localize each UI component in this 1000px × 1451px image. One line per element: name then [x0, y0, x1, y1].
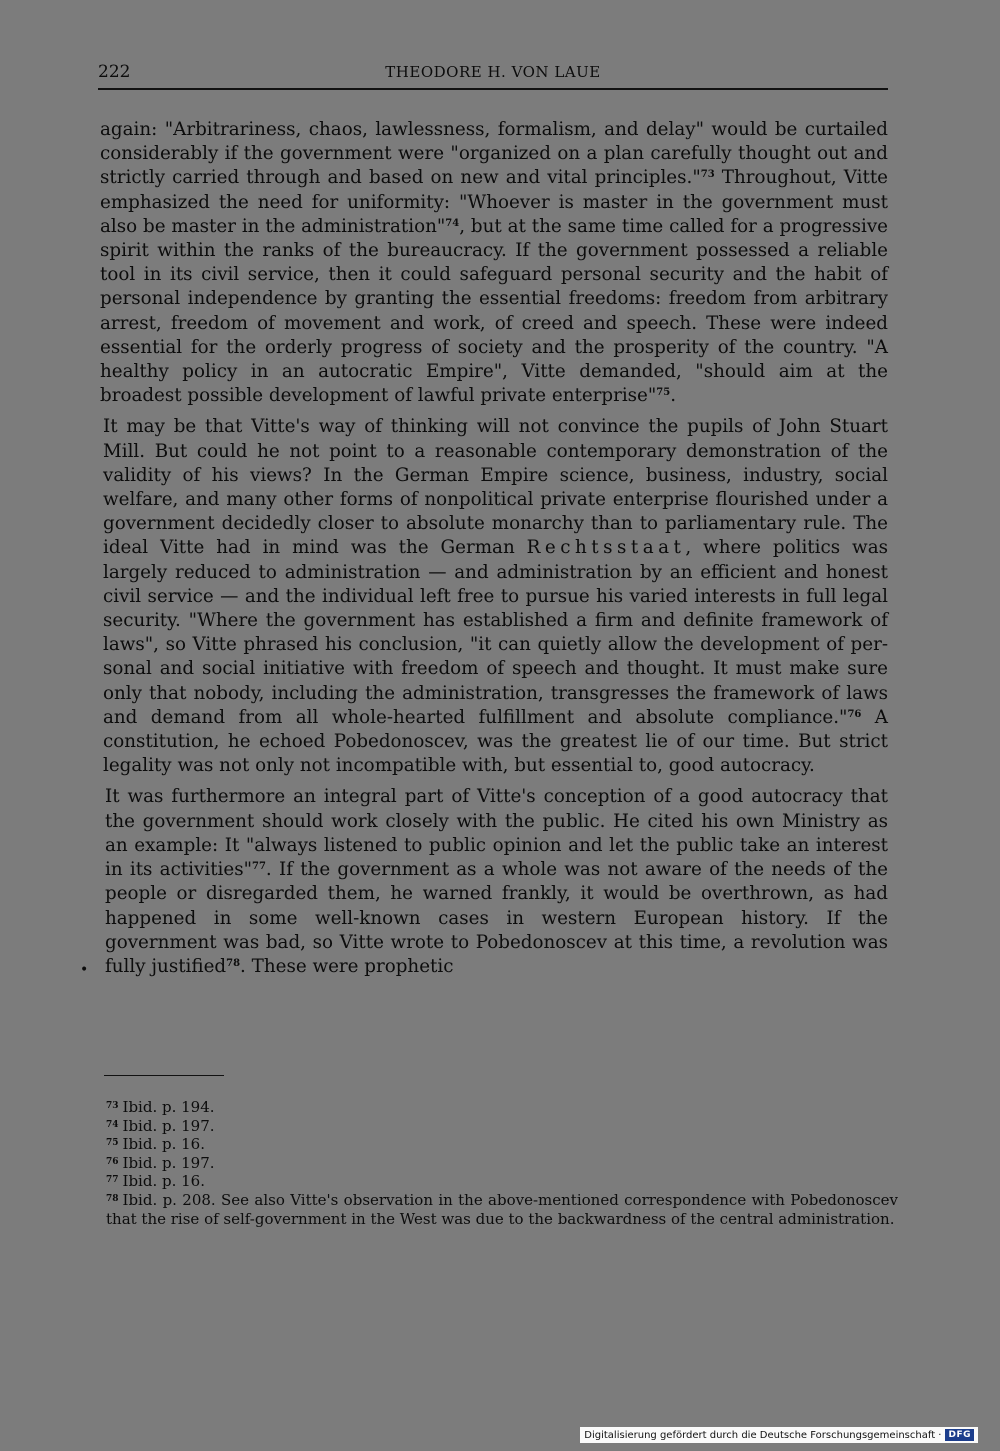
- text-run: . These were prophetic: [240, 955, 454, 977]
- footnote-text: Ibid. p. 208. See also Vitte's observation in the above-mentioned correspondence with Pobedonoscev that the rise of self-government in the West was due to the backwardness of the central administration.: [106, 1190, 898, 1228]
- footnote-number: 74: [106, 1119, 119, 1130]
- footnote-text: Ibid. p. 16.: [122, 1172, 205, 1191]
- footnote-76: [106, 1154, 898, 1173]
- footnote-number: 73: [106, 1101, 119, 1111]
- footnote-number: 75: [106, 1138, 119, 1149]
- paragraph-3: [105, 785, 888, 979]
- emphasized-term: Rechtsstaat: [526, 537, 686, 559]
- footnote-73: [106, 1098, 898, 1117]
- footnote-number: 76: [106, 1156, 119, 1167]
- footnote-number: 78: [106, 1193, 119, 1204]
- paragraph-2: [103, 415, 888, 778]
- footnote-77: [106, 1172, 898, 1191]
- footnote-ref-77[interactable]: 77: [252, 861, 266, 873]
- footnote-ref-73[interactable]: 73: [700, 169, 715, 181]
- footnote-75: [106, 1135, 898, 1154]
- footnote-ref-75[interactable]: 75: [656, 387, 671, 399]
- footnote-text: Ibid. p. 197.: [122, 1153, 215, 1172]
- text-run: .: [670, 385, 677, 407]
- page-header: [98, 62, 888, 90]
- margin-mark: •: [80, 962, 89, 978]
- footnote-text: Ibid. p. 16.: [122, 1135, 205, 1154]
- text-run: , but at the same time called for a progressive spirit within the ranks of the bureaucracy. If the government possessed a reliable tool in its civil service, then it could safeguard personal security and the habit of personal independence by granting the essential freedoms: freedom from arbitrary arrest, freedom of movement and work, of creed and speech. These were indeed essential for the orderly progress of society and the prosperity of the country. "A healthy policy in an autocratic Empire", Vitte demanded, "should aim at the broadest possible development of lawful private enterprise": [100, 215, 888, 407]
- running-head: THEODORE H. VON LAUE: [385, 63, 601, 81]
- page-number: 222: [98, 62, 131, 82]
- footnote-number: 77: [106, 1175, 119, 1186]
- footnote-text: Ibid. p. 194.: [122, 1098, 215, 1116]
- footnote-ref-76[interactable]: 76: [847, 708, 862, 720]
- dfg-logo-icon: DFG: [945, 1429, 974, 1441]
- text-run: Throughout, Vitte emphasized the need for uniformity: "Whoever is master in the government must also be master in the administration": [100, 167, 888, 237]
- footnote-divider: [104, 1075, 224, 1076]
- body-text: [100, 118, 888, 986]
- text-run: , where politics was largely reduced to administration — and administration by an efficient and honest civil service — and the individual left free to pursue his varied interests in full legal security. "Where the government has established a firm and definite framework of laws", so Vitte phrased his conclusion, "it can quietly allow the development of personal and social initiative with freedom of speech and thought. It must make sure only that nobody, including the administration, transgresses the framework of laws and demand from all whole-hearted fulfillment and absolute compliance.": [103, 537, 888, 728]
- text-run: . If the government as a whole was not aware of the needs of the people or disregarded them, he warned frankly, it would be overthrown, as had happened in some well-known cases in western European history. If the government was bad, so Vitte wrote to Pobedonoscev at this time, a revolution was fully justified: [105, 859, 888, 977]
- footnote-74: [106, 1117, 898, 1136]
- text-run: It may be that Vitte's way of thinking will not convince the pupils of John Stuart Mill. But could he not point to a reasonable contemporary demonstration of the validity of his views? In the German Empire science, business, industry, social welfare, and many other forms of nonpolitical private enterprise flourished under a government decidedly closer to absolute monarchy than to parliamentary rule. The ideal Vitte had in mind was the German: [103, 416, 888, 559]
- footnote-text: Ibid. p. 197.: [122, 1116, 215, 1135]
- funding-credit: [580, 1427, 978, 1443]
- footnote-ref-74[interactable]: 74: [445, 217, 460, 229]
- text-run: again: "Arbitrariness, chaos, lawlessness, formalism, and delay" would be curtailed considerably if the government were "organized on a plan carefully thought out and strictly carried through and based on new and vital principles.": [100, 119, 888, 189]
- footnote-78: [106, 1191, 898, 1228]
- credit-text: Digitalisierung gefördert durch die Deutsche Forschungsgemeinschaft ·: [584, 1429, 942, 1441]
- text-run: A constitution, he echoed Pobedonoscev, was the greatest lie of our time. But strict legality was not only not incompatible with, but essential to, good autocracy.: [103, 706, 889, 777]
- text-run: It was furthermore an integral part of Vitte's conception of a good autocracy that the government should work closely with the public. He cited his own Ministry as an example: It "always listened to public opinion and let the public take an interest in its activities": [105, 786, 888, 881]
- footnotes: [106, 1098, 898, 1228]
- paragraph-1: [100, 118, 888, 408]
- footnote-ref-78[interactable]: 78: [226, 957, 241, 969]
